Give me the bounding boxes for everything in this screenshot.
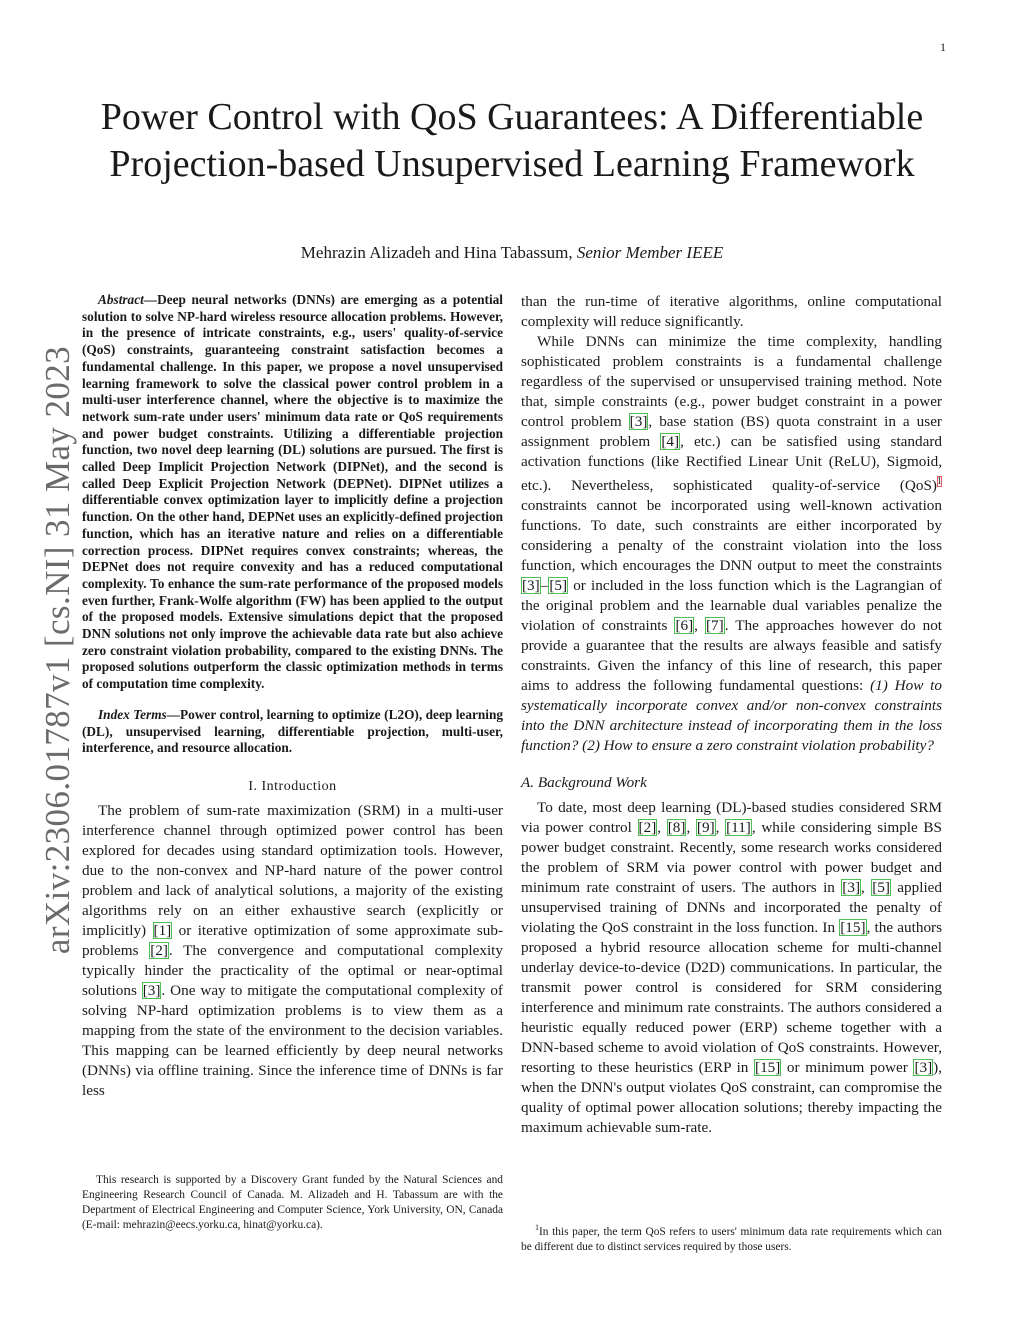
- text-run: . One way to mitigate the computational complexity of solving NP-hard optimization problems is to view them as a mapping from the state of the environment to the decision variables. This mapping can be learned efficiently by deep neural networks (DNNs) via offline training. Since the inference time of DNNs is far less: [82, 981, 503, 1099]
- citation-link[interactable]: [8]: [667, 819, 686, 837]
- citation-link[interactable]: [11]: [726, 819, 751, 837]
- text-run: ,: [861, 879, 872, 897]
- citation-link[interactable]: [3]: [914, 1059, 933, 1077]
- citation-link[interactable]: [3]: [522, 577, 540, 595]
- text-run: –: [540, 577, 549, 595]
- citation-link[interactable]: [3]: [142, 981, 161, 999]
- index-terms: [82, 707, 503, 757]
- text-run: The problem of sum-rate maximization (SRM) in a multi-user interference channel through optimized power control has been explored for decades using standard optimization tools. However, due to the non-convex and NP-hard nature of the power control problem and lack of analytical solutions, a majority of the existing algorithms rely on an either exhaustive search (explicitly or implicitly): [82, 801, 503, 939]
- right-column: [521, 292, 942, 1138]
- citation-link[interactable]: [15]: [840, 919, 866, 937]
- background-paragraph: [521, 798, 942, 1138]
- text-run: ,: [694, 617, 705, 635]
- text-run: or minimum power: [781, 1059, 914, 1077]
- citation-link[interactable]: [5]: [872, 879, 890, 897]
- text-run: or iterative optimization of some approximate sub-problems: [82, 921, 503, 959]
- intro-paragraph-1-continued: than the run-time of iterative algorithms, online computational complexity will reduce significantly.: [521, 293, 942, 330]
- text-run: . The convergence and computational complexity typically hinder the practicality of the optimal or near-optimal solutions: [82, 941, 503, 999]
- index-terms-label: Index Terms—: [98, 706, 181, 722]
- subsection-heading-background: A. Background Work: [521, 774, 647, 792]
- footnote-marker[interactable]: 1: [937, 476, 942, 487]
- funding-footnote: This research is supported by a Discovery Grant funded by the Natural Sciences and Engineering Research Council of Canada. M. Alizadeh and H. Tabassum are with the Department of Electrical Engineering and Computer Science, York University, ON, Canada (E-mail: mehrazin@eecs.yorku.ca, hinat@yorku.ca).: [82, 1174, 503, 1231]
- citation-link[interactable]: [9]: [696, 819, 715, 837]
- citation-link[interactable]: [2]: [638, 819, 657, 837]
- text-run: , base station (BS) quota constraint in a user assignment problem: [521, 413, 942, 450]
- citation-link[interactable]: [4]: [661, 433, 680, 450]
- research-questions: (1) How to systematically incorporate convex and/or non-convex constraints into the DNN architecture instead of incorporating them in the loss function? (2) How to ensure a zero constraint violation probability?: [521, 677, 942, 755]
- text-run: , the authors proposed a hybrid resource allocation scheme for multi-channel underlay device-to-device (D2D) communications. In particular, the transmit power control is considered for SRM considering interference and minimum rate constraints. The authors considered a heuristic equally reduced power (ERP) scheme together with a DNN-based scheme to avoid violation of QoS constraints. However, resorting to these heuristics (ERP in: [521, 919, 943, 1077]
- citation-link[interactable]: [3]: [842, 879, 861, 897]
- text-run: ,: [686, 819, 696, 837]
- abstract-text: Deep neural networks (DNNs) are emerging as a potential solution to solve NP-hard wireless resource allocation problems. However, in the presence of intricate constraints, e.g., users' quality-of-service (QoS) constraints, guaranteeing constraint satisfaction becomes a fundamental challenge. In this paper, we propose a novel unsupervised learning framework to solve the classical power control problem in a multi-user interference channel, where the objective is to maximize the network sum-rate under users' minimum data rate or QoS requirements and power budget constraints. Utilizing a differentiable projection function, two novel deep learning (DL) solutions are pursued. The first is called Deep Implicit Projection Network (DIPNet), and the second is called Deep Explicit Projection Network (DEPNet). DIPNet utilizes a differentiable convex optimization layer to implicitly define a projection function. On the other hand, DEPNet uses an explicitly-defined projection function, which has an iterative nature and relies on a differentiable correction process. DIPNet requires convex constraints; whereas, the DEPNet does not require convexity and has a reduced computational complexity. To enhance the sum-rate performance of the proposed models even further, Frank-Wolfe algorithm (FW) has been applied to the output of the proposed models. Extensive simulations depict that the proposed DNN solutions not only improve the achievable data rate but also achieve zero constraint violation probability, compared to the existing DNNs. The proposed solutions outperform the classic optimization methods in terms of computation time complexity.: [82, 292, 503, 692]
- index-terms-text: Power control, learning to optimize (L2O), deep learning (DL), unsupervised learning, differentiable projection, multi-user, interference, and resource allocation.: [82, 706, 504, 756]
- author-membership: Senior Member IEEE: [576, 243, 724, 262]
- text-run: To date, most deep learning (DL)-based studies considered SRM via power control: [521, 799, 942, 837]
- text-run: . The approaches however do not provide a guarantee that the results are always feasible and satisfy constraints. Given the infancy of this line of research, this paper aims to address the following fundamental questions:: [521, 617, 943, 695]
- intro-paragraph-1: [82, 801, 503, 1101]
- page-number: 1: [940, 40, 946, 54]
- qos-footnote: [521, 1220, 942, 1255]
- citation-link[interactable]: [3]: [629, 413, 648, 430]
- author-names: Mehrazin Alizadeh and Hina Tabassum,: [300, 243, 573, 262]
- section-heading-introduction: I. Introduction: [248, 778, 337, 794]
- text-run: applied unsupervised training of DNNs and incorporated the penalty of violating the QoS constraint in the loss function. In: [521, 879, 943, 937]
- footnote-number: 1: [535, 1223, 539, 1232]
- abstract: [82, 292, 503, 693]
- text-run: ), when the DNN's output violates QoS constraint, can compromise the quality of optimal power allocation solutions; thereby impacting the maximum achievable sum-rate.: [521, 1059, 943, 1137]
- paper-title: Power Control with QoS Guarantees: A Differentiable Projection-based Unsupervised Learning Framework: [100, 96, 924, 185]
- citation-link[interactable]: [6]: [675, 617, 694, 635]
- text-run: ,: [657, 819, 667, 837]
- text-run: While DNNs can minimize the time complexity, handling sophisticated problem constraints is a fundamental challenge regardless of the supervised or unsupervised training method. Note that, simple constraints (e.g., power budget constraint in a power control problem: [521, 333, 942, 430]
- citation-link[interactable]: [7]: [705, 617, 724, 635]
- citation-link[interactable]: [15]: [755, 1059, 781, 1077]
- text-run: ,: [715, 819, 726, 837]
- citation-link[interactable]: [5]: [549, 577, 568, 595]
- text-run: , while considering simple BS power budget constraint. Recently, some research works considered the problem of SRM via power control with power budget and minimum rate constraint of users. The authors in: [521, 819, 943, 897]
- text-run: constraints cannot be incorporated using well-known activation functions. To date, such constraints are either incorporated by considering a penalty of the constraint violation into the loss function, which encourages the DNN output to meet the constraints: [521, 497, 942, 575]
- author-line: [150, 243, 874, 263]
- footnote-text: In this paper, the term QoS refers to users' minimum data rate requirements which can be different due to distinct services required by those users.: [521, 1225, 942, 1253]
- abstract-label: Abstract—: [98, 292, 158, 307]
- arxiv-identifier: arXiv:2306.01787v1 [cs.NI] 31 May 2023: [38, 345, 77, 955]
- citation-link[interactable]: [1]: [153, 921, 172, 939]
- citation-link[interactable]: [2]: [150, 941, 168, 959]
- text-run: , etc.) can be satisfied using standard activation functions (like Rectified Linear Unit (ReLU), Sigmoid, etc.). Nevertheless, sophisticated quality-of-service (QoS): [521, 433, 942, 495]
- left-column: [82, 292, 503, 1101]
- text-run: or included in the loss function which is the Lagrangian of the original problem and the learnable dual variables penalize the violation of constraints: [521, 577, 942, 635]
- intro-paragraph-2: [521, 332, 942, 756]
